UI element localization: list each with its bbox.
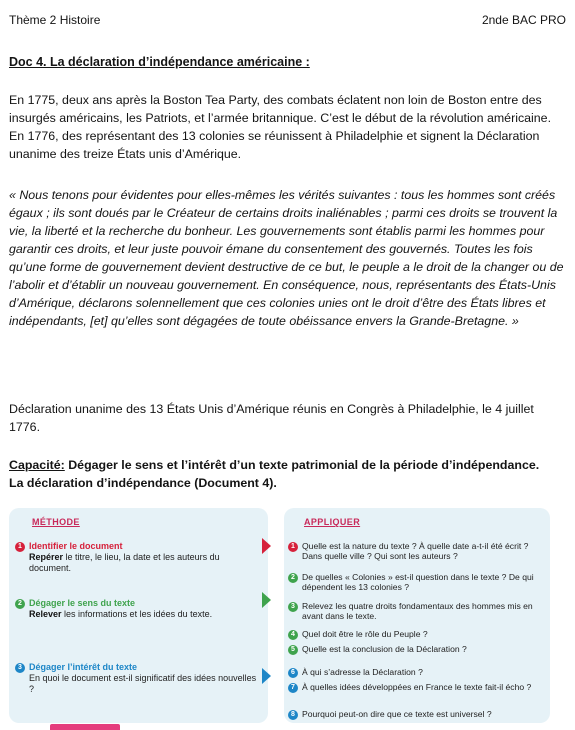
question-number-badge: 3	[288, 602, 298, 612]
step-number-badge: 2	[15, 599, 25, 609]
method-step	[15, 598, 263, 620]
question-text: À quelles idées développées en France le texte fait-il écho ?	[302, 682, 532, 692]
question-number-badge: 2	[288, 573, 298, 583]
method-panel	[9, 508, 268, 723]
method-heading: MÉTHODE	[32, 517, 80, 527]
question-item	[288, 709, 546, 720]
step-number-badge: 1	[15, 542, 25, 552]
question-item	[288, 644, 546, 655]
method-step-verb: Relever	[29, 609, 62, 619]
arrow-right-icon	[262, 538, 271, 554]
capacity-text: Dégager le sens et l’intérêt d’un texte patrimonial de la période d’indépendance. La déclaration d’indépendance (Document 4).	[9, 458, 540, 490]
method-step-title: Dégager l’intérêt du texte	[29, 662, 138, 672]
question-item	[288, 601, 546, 621]
method-step-text: le titre, le lieu, la date et les auteurs du document.	[29, 552, 220, 573]
method-step-title: Identifier le document	[29, 541, 123, 551]
source-citation: Déclaration unanime des 13 États Unis d’Amérique réunis en Congrès à Philadelphie, le 4 juillet 1776.	[9, 402, 534, 434]
question-text: Quelle est la conclusion de la Déclaration ?	[302, 644, 467, 654]
decorative-tab	[50, 724, 120, 730]
question-item	[288, 572, 546, 592]
arrow-right-icon	[262, 592, 271, 608]
theme-label: Thème 2 Histoire	[9, 13, 101, 27]
step-number-badge: 3	[15, 663, 25, 673]
question-item	[288, 682, 546, 693]
intro-paragraph: En 1775, deux ans après la Boston Tea Party, des combats éclatent non loin de Boston entre des insurgés américains, les Patriots, et l’armée britannique. C’est le début de la révolution américaine. En 1776, des représentant des 13 colonies se réunissent à Philadelphie et signent la Déclaration unanime des treize États unis d’Amérique.	[9, 93, 552, 161]
method-step-verb: Repérer	[29, 552, 64, 562]
question-text: Quel doit être le rôle du Peuple ?	[302, 629, 428, 639]
capacity-statement	[9, 456, 555, 492]
question-number-badge: 8	[288, 710, 298, 720]
apply-heading: APPLIQUER	[304, 517, 361, 527]
question-item	[288, 629, 546, 640]
declaration-quote: « Nous tenons pour évidentes pour elles-mêmes les vérités suivantes : tous les hommes sont créés égaux ; ils sont doués par le Créateur de certains droits inaliénables ; parmi ces droits se trouvent la vie, la liberté et la recherche du bonheur. Les gouvernements sont établis parmi les hommes pour garantir ces droits, et leur juste pouvoir émane du consentement des gouvernés. Toutes les fois qu’une forme de gouvernement devient destructive de ce but, le peuple a le droit de la changer ou de l’abolir et d’établir un nouveau gouvernement. En conséquence, nous, représentants des États-Unis d’Amérique, déclarons solennellement que ces colonies unies ont le droit d’être des États libres et indépendants, [et] qu’elles sont dégagées de toute obéissance envers la Grande-Bretagne. »	[9, 188, 564, 328]
question-text: Quelle est la nature du texte ? À quelle date a-t-il été écrit ? Dans quelle ville ? Qui sont les auteurs ?	[302, 541, 529, 561]
question-number-badge: 6	[288, 668, 298, 678]
question-text: De quelles « Colonies » est-il question dans le texte ? De qui dépendent les 13 colonies ?	[302, 572, 534, 592]
method-step	[15, 662, 263, 695]
method-step-title: Dégager le sens du texte	[29, 598, 136, 608]
question-text: Pourquoi peut-on dire que ce texte est universel ?	[302, 709, 492, 719]
method-step-text: les informations et les idées du texte.	[61, 609, 213, 619]
question-number-badge: 4	[288, 630, 298, 640]
page-header	[9, 13, 566, 27]
method-step	[15, 541, 263, 574]
document-title: Doc 4. La déclaration d’indépendance américaine :	[9, 55, 310, 69]
question-item	[288, 667, 546, 678]
question-text: À qui s’adresse la Déclaration ?	[302, 667, 423, 677]
method-step-text: En quoi le document est-il significatif des idées nouvelles ?	[29, 673, 257, 694]
question-number-badge: 5	[288, 645, 298, 655]
class-level-label: 2nde BAC PRO	[481, 13, 566, 27]
question-item	[288, 541, 546, 561]
question-number-badge: 7	[288, 683, 298, 693]
question-number-badge: 1	[288, 542, 298, 552]
capacity-label: Capacité:	[9, 458, 65, 472]
question-text: Relevez les quatre droits fondamentaux des hommes mis en avant dans le texte.	[302, 601, 533, 621]
apply-panel	[284, 508, 550, 723]
arrow-right-icon	[262, 668, 271, 684]
